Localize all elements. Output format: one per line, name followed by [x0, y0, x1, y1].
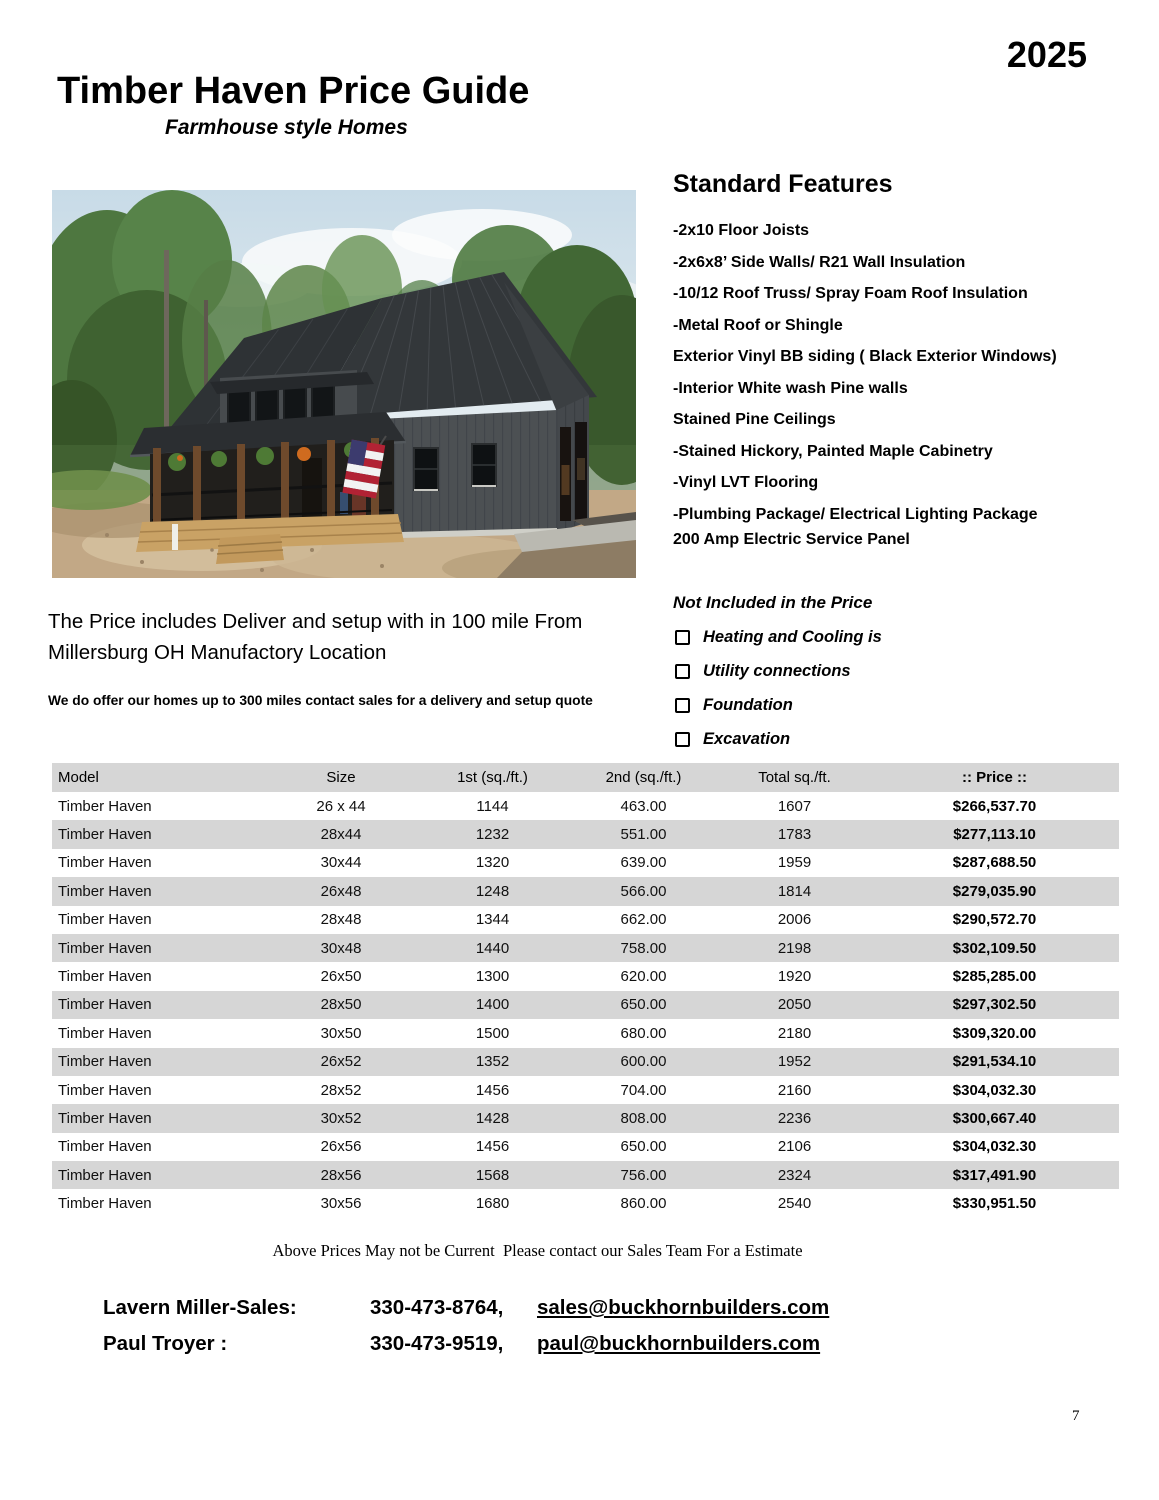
cell-size: 26x50 [320, 968, 362, 986]
cell-model: Timber Haven [58, 1109, 152, 1127]
contacts-section [103, 1290, 829, 1362]
column-header-price: :: Price :: [870, 763, 1119, 792]
cell-size: 28x50 [320, 996, 362, 1014]
contact-name: Paul Troyer : [103, 1332, 228, 1355]
cell-total: 1959 [777, 854, 812, 872]
column-header-size: Size [265, 763, 417, 792]
cell-price: $285,285.00 [952, 968, 1037, 986]
not-included-item [673, 730, 1153, 749]
cell-size: 28x48 [320, 911, 362, 929]
cell-2nd: 662.00 [620, 911, 667, 929]
not-included-label: Foundation [703, 696, 793, 714]
table-row [52, 792, 1119, 820]
cell-total: 1814 [777, 882, 812, 900]
page-number: 7 [1072, 1408, 1080, 1424]
cell-size: 26x52 [320, 1053, 362, 1071]
cell-model: Timber Haven [58, 797, 152, 815]
checkbox-icon [675, 732, 690, 747]
cell-total: 2006 [777, 911, 812, 929]
cell-total: 2324 [777, 1166, 812, 1184]
table-row [52, 962, 1119, 990]
not-included-label: Excavation [703, 730, 791, 748]
table-row [52, 1161, 1119, 1189]
standard-features-section [673, 170, 1153, 564]
cell-total: 1952 [777, 1053, 812, 1071]
cell-price: $287,688.50 [952, 854, 1037, 872]
not-included-item [673, 696, 1153, 715]
cell-1st: 1300 [475, 968, 510, 986]
cell-2nd: 808.00 [620, 1109, 667, 1127]
cell-price: $317,491.90 [952, 1166, 1037, 1184]
not-included-item [673, 662, 1153, 681]
cell-model: Timber Haven [58, 1138, 152, 1156]
cell-size: 28x56 [320, 1166, 362, 1184]
cell-1st: 1500 [475, 1024, 510, 1042]
cell-size: 30x44 [320, 854, 362, 872]
cell-1st: 1568 [475, 1166, 510, 1184]
cell-1st: 1352 [475, 1053, 510, 1071]
table-row [52, 1076, 1119, 1104]
contact-phone: 330-473-8764, [370, 1296, 504, 1319]
cell-model: Timber Haven [58, 996, 152, 1014]
cell-1st: 1144 [476, 797, 509, 815]
cell-price: $302,109.50 [952, 939, 1037, 957]
column-header-model: Model [52, 763, 265, 792]
price-table-body [52, 792, 1119, 1218]
contact-email-link[interactable]: paul@buckhornbuilders.com [537, 1332, 821, 1355]
cell-1st: 1428 [475, 1109, 510, 1127]
table-row [52, 1048, 1119, 1076]
table-row [52, 820, 1119, 848]
cell-model: Timber Haven [58, 882, 152, 900]
cell-2nd: 566.00 [620, 882, 667, 900]
cell-size: 30x56 [320, 1195, 362, 1213]
feature-item: -Interior White wash Pine walls [673, 379, 908, 397]
checkbox-icon [675, 664, 690, 679]
cell-2nd: 650.00 [620, 996, 667, 1014]
cell-2nd: 639.00 [620, 854, 667, 872]
standard-features-heading: Standard Features [673, 170, 893, 198]
cell-price: $297,302.50 [952, 996, 1037, 1014]
price-table [52, 763, 1119, 1218]
cell-model: Timber Haven [58, 1166, 152, 1184]
feature-item: -Metal Roof or Shingle [673, 316, 843, 334]
cell-2nd: 758.00 [620, 939, 667, 957]
cell-2nd: 860.00 [620, 1195, 667, 1213]
table-row [52, 1133, 1119, 1161]
cell-price: $304,032.30 [952, 1081, 1037, 1099]
cell-model: Timber Haven [58, 1024, 152, 1042]
cell-price: $290,572.70 [952, 911, 1037, 929]
checkbox-icon [675, 630, 690, 645]
cell-total: 2106 [777, 1138, 812, 1156]
cell-2nd: 704.00 [620, 1081, 667, 1099]
contact-row [103, 1326, 829, 1362]
cell-1st: 1456 [475, 1138, 510, 1156]
cell-model: Timber Haven [58, 1053, 152, 1071]
house-photo [52, 190, 636, 578]
cell-size: 26x56 [320, 1138, 362, 1156]
contact-email-link[interactable]: sales@buckhornbuilders.com [537, 1296, 830, 1319]
table-row [52, 991, 1119, 1019]
cell-1st: 1400 [475, 996, 510, 1014]
cell-size: 30x52 [320, 1109, 362, 1127]
cell-1st: 1248 [475, 882, 510, 900]
cell-model: Timber Haven [58, 1195, 152, 1213]
cell-price: $277,113.10 [953, 826, 1036, 844]
cell-1st: 1456 [475, 1081, 510, 1099]
price-disclaimer: Above Prices May not be Current Please contact our Sales Team For a Estimate [272, 1241, 803, 1260]
table-row [52, 906, 1119, 934]
cell-total: 2198 [777, 939, 812, 957]
cell-1st: 1320 [475, 854, 510, 872]
cell-size: 26 x 44 [316, 797, 366, 815]
table-row [52, 1019, 1119, 1047]
column-header-1st: 1st (sq./ft.) [417, 763, 568, 792]
table-row [52, 877, 1119, 905]
price-table-header [52, 763, 1119, 792]
not-included-label: Heating and Cooling is [703, 628, 882, 646]
cell-total: 2540 [777, 1195, 812, 1213]
cell-2nd: 650.00 [620, 1138, 667, 1156]
cell-total: 2160 [777, 1081, 812, 1099]
feature-item: -Stained Hickory, Painted Maple Cabinetry [673, 442, 993, 460]
cell-model: Timber Haven [58, 911, 152, 929]
page-title: Timber Haven Price Guide [57, 70, 530, 112]
cell-1st: 1232 [475, 826, 510, 844]
cell-total: 2050 [777, 996, 812, 1014]
cell-price: $300,667.40 [952, 1109, 1037, 1127]
cell-model: Timber Haven [58, 854, 152, 872]
not-included-list [673, 628, 1153, 749]
cell-model: Timber Haven [58, 1081, 152, 1099]
not-included-label: Utility connections [703, 662, 851, 680]
table-row [52, 934, 1119, 962]
not-included-section [673, 593, 1153, 764]
cell-total: 1920 [777, 968, 812, 986]
not-included-heading: Not Included in the Price [673, 593, 873, 612]
cell-size: 30x50 [320, 1024, 362, 1042]
cell-2nd: 680.00 [620, 1024, 667, 1042]
cell-2nd: 463.00 [620, 797, 667, 815]
cell-total: 2236 [777, 1109, 812, 1127]
cell-size: 28x52 [320, 1081, 362, 1099]
cell-price: $291,534.10 [952, 1053, 1037, 1071]
cell-size: 26x48 [320, 882, 362, 900]
cell-model: Timber Haven [58, 826, 152, 844]
cell-1st: 1440 [475, 939, 510, 957]
feature-item: -2x6x8’ Side Walls/ R21 Wall Insulation [673, 253, 966, 271]
table-row [52, 849, 1119, 877]
delivery-note: We do offer our homes up to 300 miles contact sales for a delivery and setup quote [48, 693, 593, 708]
column-header-total: Total sq./ft. [719, 763, 870, 792]
contact-phone: 330-473-9519, [370, 1332, 504, 1355]
table-row [52, 1189, 1119, 1217]
cell-2nd: 620.00 [620, 968, 667, 986]
year-label: 2025 [1006, 34, 1087, 75]
contact-name: Lavern Miller-Sales: [103, 1296, 297, 1319]
cell-price: $309,320.00 [952, 1024, 1037, 1042]
cell-model: Timber Haven [58, 939, 152, 957]
cell-total: 1783 [777, 826, 812, 844]
cell-total: 1607 [777, 797, 812, 815]
cell-model: Timber Haven [58, 968, 152, 986]
cell-1st: 1680 [475, 1195, 510, 1213]
cell-2nd: 551.00 [620, 826, 667, 844]
feature-item: -Vinyl LVT Flooring [673, 474, 819, 491]
feature-item: Stained Pine Ceilings [673, 411, 836, 428]
delivery-statement: The Price includes Deliver and setup with in 100 mile From Millersburg OH Manufactory Location [48, 610, 583, 664]
cell-2nd: 600.00 [620, 1053, 667, 1071]
cell-size: 28x44 [320, 826, 362, 844]
table-row [52, 1104, 1119, 1132]
feature-item: -Plumbing Package/ Electrical Lighting Package [673, 505, 1038, 523]
standard-features-list [673, 223, 1153, 548]
cell-price: $330,951.50 [952, 1195, 1037, 1213]
cell-price: $304,032.30 [952, 1138, 1037, 1156]
page-subtitle: Farmhouse style Homes [165, 116, 408, 139]
feature-item: -10/12 Roof Truss/ Spray Foam Roof Insulation [673, 285, 1028, 302]
cell-2nd: 756.00 [620, 1166, 667, 1184]
checkbox-icon [675, 698, 690, 713]
contact-row [103, 1290, 829, 1326]
header-row [52, 763, 1119, 792]
cell-size: 30x48 [320, 939, 362, 957]
feature-item: Exterior Vinyl BB siding ( Black Exterior Windows) [673, 348, 1057, 365]
column-header-2nd: 2nd (sq./ft.) [568, 763, 719, 792]
not-included-item [673, 628, 1153, 647]
cell-price: $279,035.90 [952, 882, 1037, 900]
cell-1st: 1344 [475, 911, 510, 929]
cell-price: $266,537.70 [952, 797, 1037, 815]
feature-item: 200 Amp Electric Service Panel [673, 531, 910, 548]
cell-total: 2180 [777, 1024, 812, 1042]
feature-item: -2x10 Floor Joists [673, 222, 810, 239]
